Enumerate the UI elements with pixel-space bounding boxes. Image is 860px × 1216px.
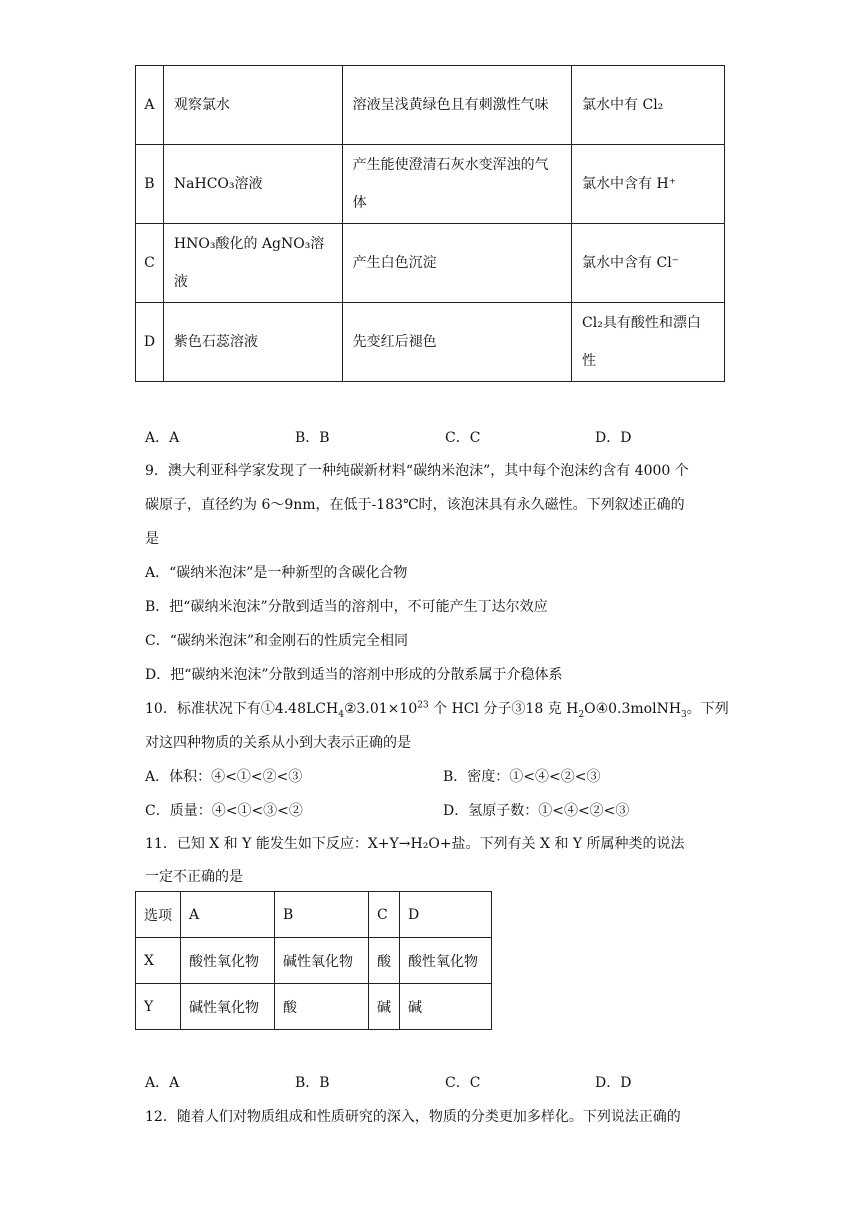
table-cell: Y [136,984,181,1030]
q9-option-c[interactable]: C．“碳纳米泡沫”和金刚石的性质完全相同 [145,633,409,649]
table-cell: 紫色石蕊溶液 [163,303,342,382]
q10-sub: 3 [681,709,687,720]
table-row [136,303,725,382]
table-cell: 碱 [369,984,400,1030]
q8-option-a[interactable]: A．A [145,430,180,446]
q10-option-d[interactable]: D．氢原子数：①<④<②<③ [443,803,630,819]
q12-stem-line1: 12．随着人们对物质组成和性质研究的深入，物质的分类更加多样化。下列说法正确的 [145,1109,681,1125]
table-cell: 碱 [400,984,492,1030]
table-cell: A [136,66,164,145]
q10-sub: 2 [578,709,585,720]
table-cell: D [400,892,492,938]
table-row [136,892,492,938]
q11-option-c[interactable]: C．C [445,1075,481,1091]
table-cell: 溶液呈浅黄绿色且有刺激性气味 [342,66,571,145]
q10-stem-line1 [145,698,729,720]
table-cell: B [275,892,369,938]
table-cell: C [136,224,164,303]
q11-option-b[interactable]: B．B [295,1075,330,1091]
table-row [136,984,492,1030]
table-cell: 氯水中有 Cl₂ [572,66,725,145]
table-cell: 观察氯水 [163,66,342,145]
table-cell: 产生能使澄清石灰水变浑浊的气体 [342,145,571,224]
q11-stem-line1: 11．已知 X 和 Y 能发生如下反应：X+Y→H₂O+盐。下列有关 X 和 Y 所属种类的说法 [145,836,685,852]
table-cell: 酸性氧化物 [181,938,275,984]
table-cell: 产生白色沉淀 [342,224,571,303]
xy-classification-table [135,891,492,1030]
q10-text: 。下列 [686,701,729,717]
q10-option-b[interactable]: B．密度：①<④<②<③ [443,769,601,785]
table-cell: 选项 [136,892,181,938]
q10-text: 10．标准状况下有①4.48LCH [145,701,339,717]
q11-option-d[interactable]: D．D [595,1075,632,1091]
table-cell: 碱性氧化物 [275,938,369,984]
table-row [136,145,725,224]
q10-sub: 4 [338,709,344,720]
table-row [136,224,725,303]
table-cell: NaHCO₃溶液 [163,145,342,224]
q8-option-c[interactable]: C．C [445,430,481,446]
q9-option-d[interactable]: D．把“碳纳米泡沫”分散到适当的溶剂中形成的分散系属于介稳体系 [145,667,563,683]
table-cell: 酸 [369,938,400,984]
table-cell: A [181,892,275,938]
q9-option-a[interactable]: A．“碳纳米泡沫”是一种新型的含碳化合物 [145,565,408,581]
q11-option-a[interactable]: A．A [145,1075,180,1091]
chlorine-water-table [135,65,725,382]
q10-stem-line2: 对这四种物质的关系从小到大表示正确的是 [145,735,411,751]
q10-option-a[interactable]: A．体积：④<①<②<③ [145,769,303,785]
table-row [136,66,725,145]
table-cell: B [136,145,164,224]
q11-stem-line2: 一定不正确的是 [145,869,243,885]
table-cell: 酸 [275,984,369,1030]
q10-text: ②3.01×10 [343,701,418,717]
table-cell: 酸性氧化物 [400,938,492,984]
table-cell: HNO₃酸化的 AgNO₃溶液 [163,224,342,303]
q9-option-b[interactable]: B．把“碳纳米泡沫”分散到适当的溶剂中，不可能产生丁达尔效应 [145,599,548,615]
q10-text: 个 HCl 分子③18 克 H [428,701,579,717]
q9-stem-line2: 碳原子，直径约为 6～9nm，在低于-183℃时，该泡沫具有永久磁性。下列叙述正确的 [145,497,685,513]
table-row [136,938,492,984]
q9-stem-line1: 9．澳大利亚科学家发现了一种纯碳新材料“碳纳米泡沫”，其中每个泡沫约含有 4000 个 [145,463,689,479]
table-cell: D [136,303,164,382]
table-cell: X [136,938,181,984]
q8-option-d[interactable]: D．D [595,430,632,446]
table-cell: Cl₂具有酸性和漂白性 [572,303,725,382]
table-cell: 碱性氧化物 [181,984,275,1030]
q10-text: O④0.3molNH [584,701,682,717]
table-cell: 氯水中含有 H⁺ [572,145,725,224]
q10-sup: 23 [417,700,429,711]
q8-option-b[interactable]: B．B [295,430,330,446]
table-cell: 氯水中含有 Cl⁻ [572,224,725,303]
q9-stem-line3: 是 [145,531,159,547]
q10-option-c[interactable]: C．质量：④<①<③<② [145,803,303,819]
table-cell: 先变红后褪色 [342,303,571,382]
table-cell: C [369,892,400,938]
